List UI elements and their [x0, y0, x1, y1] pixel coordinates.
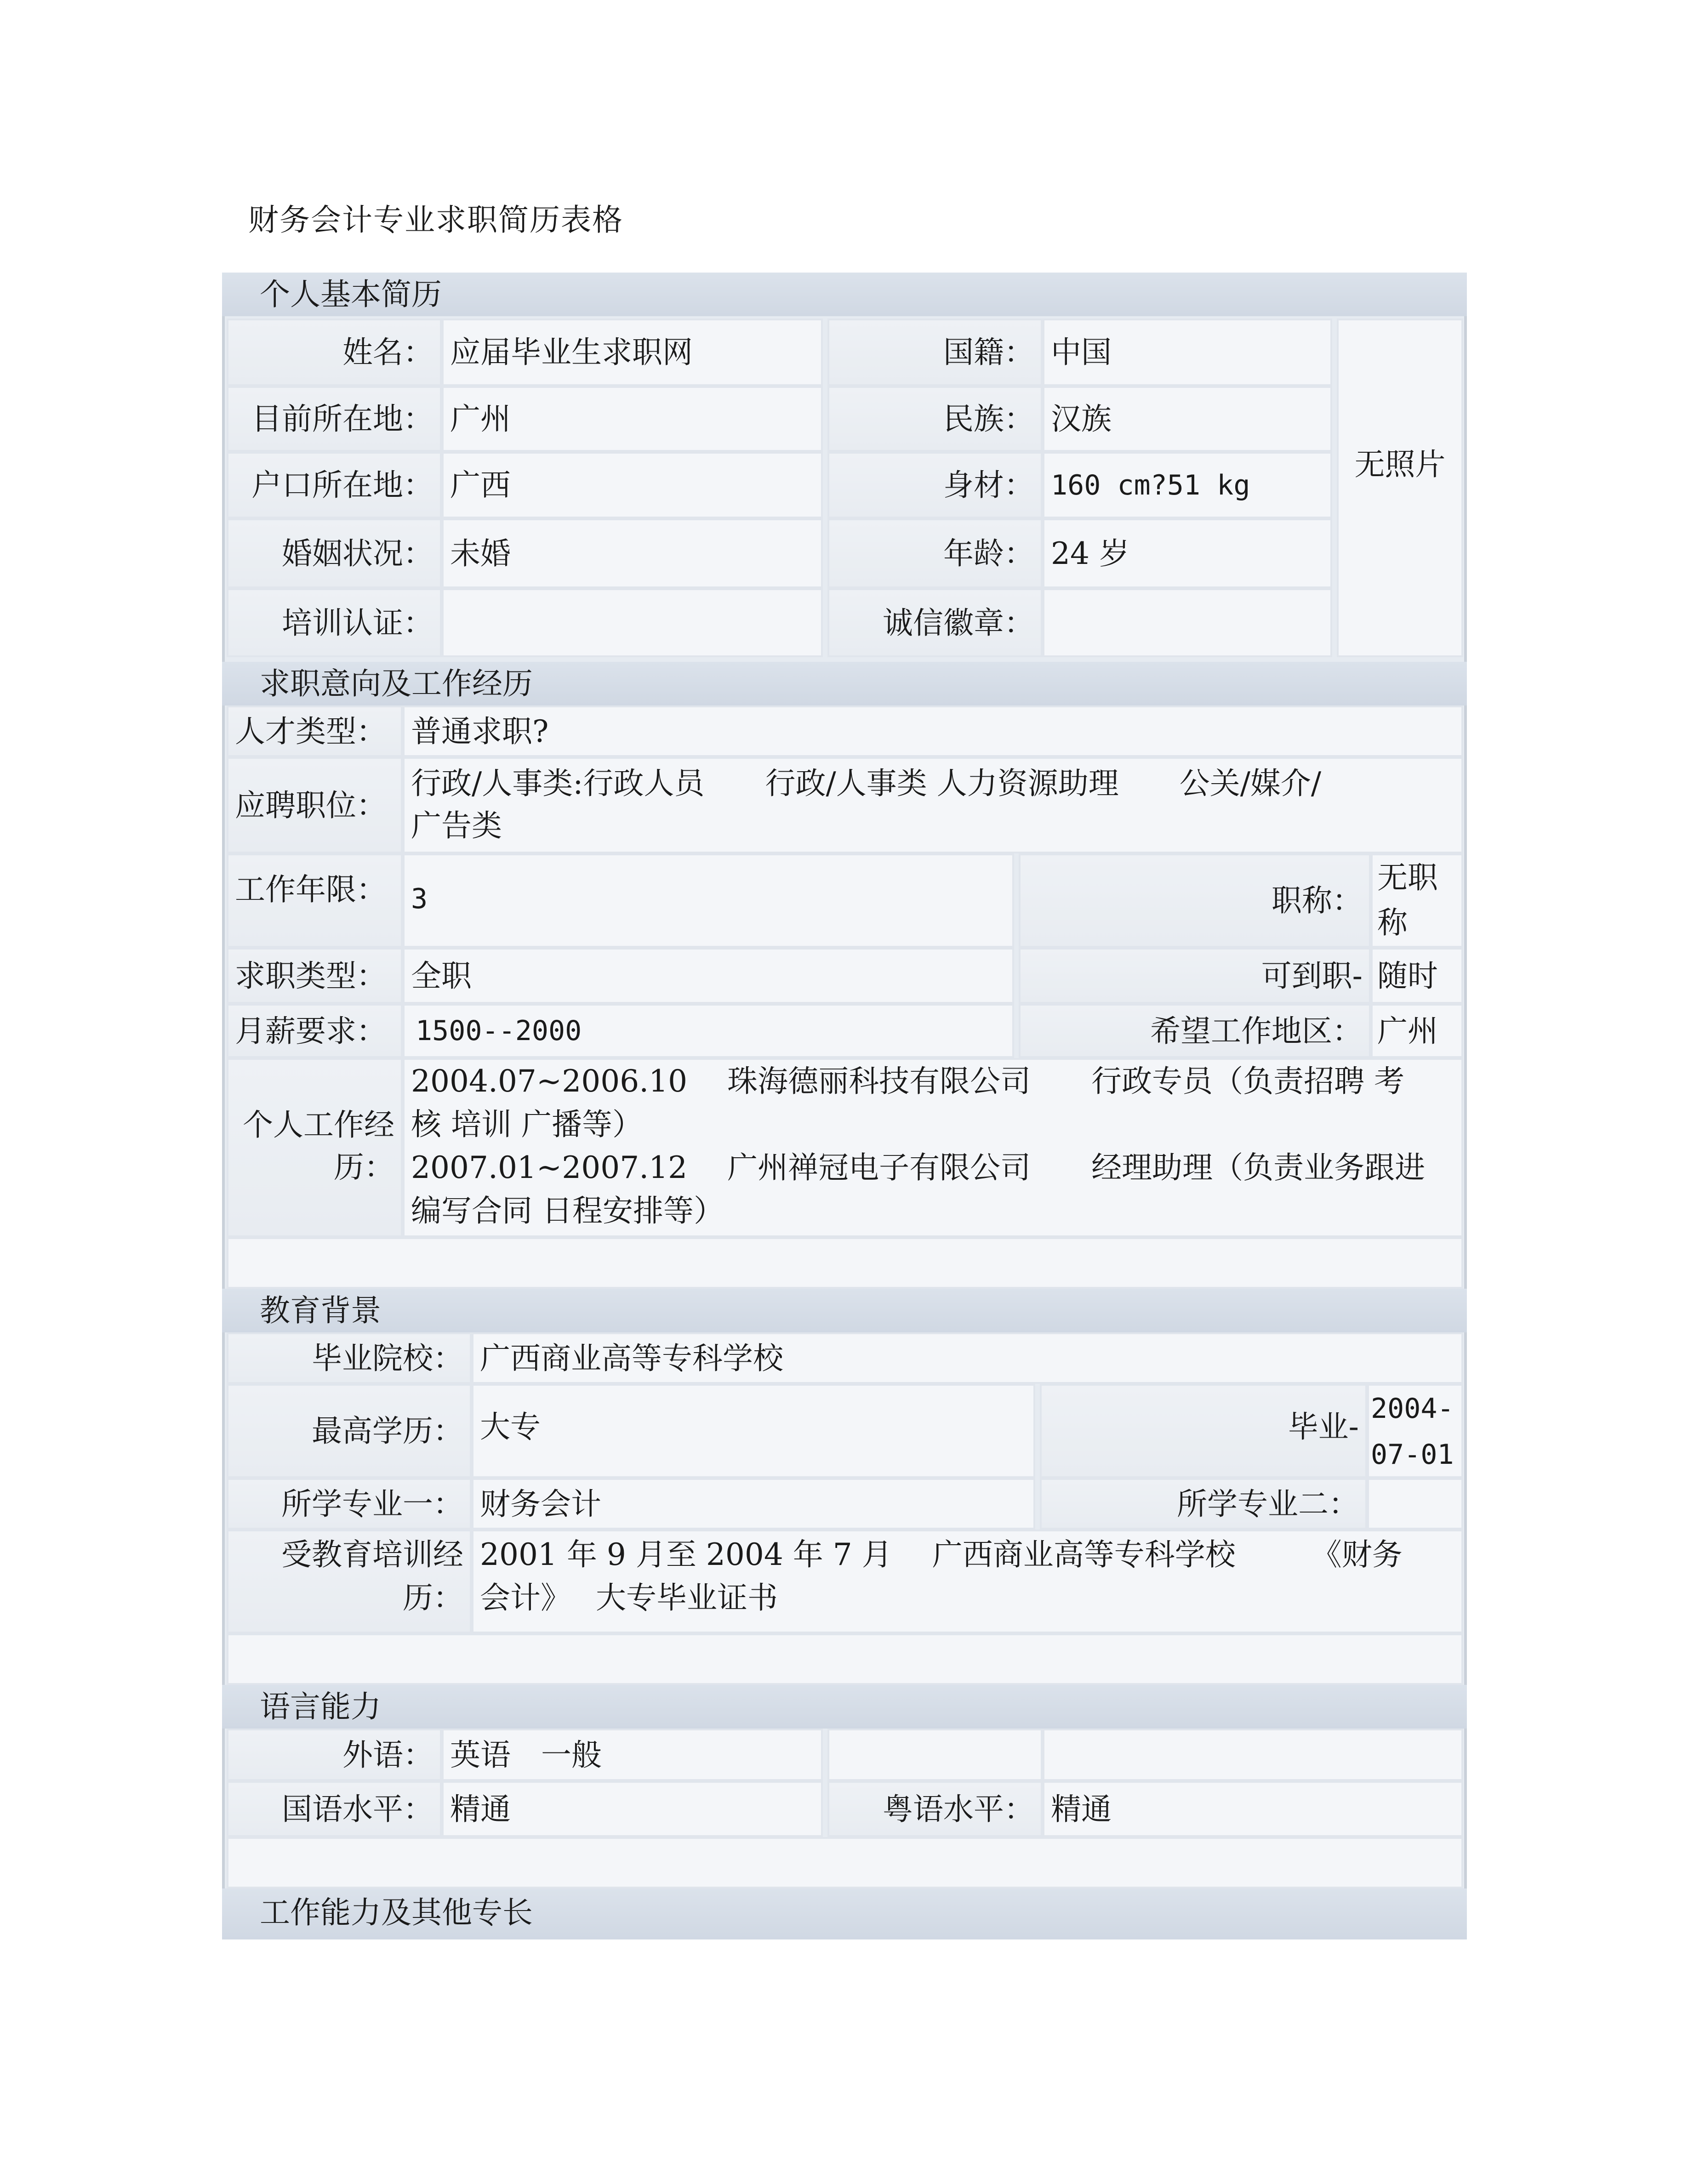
ethnicity-label: 民族：	[827, 386, 1043, 452]
education-training-label-line-2: 历：	[403, 1580, 463, 1615]
nationality-label: 国籍：	[827, 318, 1043, 386]
section-language-header: 语言能力	[222, 1685, 1467, 1729]
section-skills-header: 工作能力及其他专长	[222, 1888, 1467, 1939]
work-experience-label-line-2: 历：	[334, 1149, 394, 1185]
work-experience-label	[227, 1058, 403, 1237]
talent-type-value: 普通求职?	[403, 705, 1463, 757]
section-basic-header: 个人基本简历	[222, 273, 1467, 316]
position-value	[403, 757, 1463, 853]
foreign-language-value: 英语 一般	[442, 1729, 823, 1781]
hukou-value: 广西	[442, 452, 823, 518]
education-training-label	[227, 1530, 472, 1633]
professional-title-value	[1371, 853, 1463, 948]
mandarin-value: 精通	[442, 1781, 823, 1837]
work-experience-label-line-1: 个人工作经	[243, 1107, 394, 1143]
work-experience-line-3: 2007.01~2007.12 广州禅冠电子有限公司 经理助理（负责业务跟进	[411, 1150, 1426, 1185]
cantonese-value: 精通	[1043, 1781, 1463, 1837]
section-education-header: 教育背景	[222, 1289, 1467, 1332]
school-label: 毕业院校：	[227, 1332, 472, 1384]
document-title: 财务会计专业求职简历表格	[248, 202, 623, 238]
job-type-label: 求职类型：	[227, 948, 403, 1004]
work-experience-value	[403, 1058, 1463, 1237]
integrity-badge-label: 诚信徽章：	[827, 588, 1043, 657]
location-value: 广州	[442, 386, 823, 452]
years-value: 3	[403, 853, 1014, 948]
spacer-row-language	[227, 1837, 1463, 1888]
professional-title-label: 职称：	[1019, 853, 1371, 948]
position-label: 应聘职位：	[227, 757, 403, 853]
area-value: 广州	[1371, 1004, 1463, 1058]
major1-value: 财务会计	[472, 1478, 1035, 1530]
work-experience-line-4: 编写合同 日程安排等）	[411, 1193, 724, 1228]
name-label: 姓名：	[227, 318, 442, 386]
work-experience-line-1: 2004.07~2006.10 珠海德丽科技有限公司 行政专员（负责招聘 考	[411, 1064, 1405, 1099]
name-value: 应届毕业生求职网	[442, 318, 823, 386]
major1-label: 所学专业一：	[227, 1478, 472, 1530]
professional-title-line-2: 称	[1377, 905, 1408, 940]
age-value: 24 岁	[1043, 518, 1332, 588]
major2-value	[1367, 1478, 1463, 1530]
marital-value: 未婚	[442, 518, 823, 588]
salary-value: 1500--2000	[403, 1004, 1014, 1058]
integrity-badge-value	[1043, 588, 1332, 657]
body-label: 身材：	[827, 452, 1043, 518]
photo-placeholder: 无照片	[1337, 318, 1463, 657]
education-training-label-line-1: 受教育培训经	[281, 1537, 463, 1572]
graduation-line-1: 2004-	[1371, 1393, 1454, 1425]
talent-type-label: 人才类型：	[227, 705, 403, 757]
school-value: 广西商业高等专科学校	[472, 1332, 1463, 1384]
education-training-value	[472, 1530, 1463, 1633]
job-type-value: 全职	[403, 948, 1014, 1004]
foreign-language-label: 外语：	[227, 1729, 442, 1781]
spacer-row-education	[227, 1633, 1463, 1685]
education-training-line-2: 会计》 大专毕业证书	[480, 1580, 778, 1615]
marital-label: 婚姻状况：	[227, 518, 442, 588]
area-label: 希望工作地区：	[1019, 1004, 1371, 1058]
training-cert-label: 培训认证：	[227, 588, 442, 657]
body-value: 160 cm?51 kg	[1043, 452, 1332, 518]
training-cert-value	[442, 588, 823, 657]
mandarin-label: 国语水平：	[227, 1781, 442, 1837]
available-value: 随时	[1371, 948, 1463, 1004]
graduation-value	[1367, 1384, 1463, 1478]
nationality-value: 中国	[1043, 318, 1332, 386]
age-label: 年龄：	[827, 518, 1043, 588]
education-training-line-1: 2001 年 9 月至 2004 年 7 月 广西商业高等专科学校 《财务	[480, 1537, 1403, 1572]
professional-title-line-1: 无职	[1377, 860, 1438, 895]
years-label: 工作年限：	[227, 853, 403, 948]
hukou-label: 户口所在地：	[227, 452, 442, 518]
position-line-2: 广告类	[411, 808, 502, 843]
major2-label: 所学专业二：	[1040, 1478, 1367, 1530]
cantonese-label: 粤语水平：	[827, 1781, 1043, 1837]
degree-value: 大专	[472, 1384, 1035, 1478]
graduation-line-2: 07-01	[1371, 1439, 1454, 1471]
work-experience-line-2: 核 培训 广播等）	[411, 1107, 643, 1142]
location-label: 目前所在地：	[227, 386, 442, 452]
language-empty-value	[1043, 1729, 1463, 1781]
position-line-1: 行政/人事类:行政人员 行政/人事类 人力资源助理 公关/媒介/	[411, 766, 1322, 801]
ethnicity-value: 汉族	[1043, 386, 1332, 452]
spacer-row-intent	[227, 1237, 1463, 1289]
section-intent-header: 求职意向及工作经历	[222, 662, 1467, 705]
graduation-label: 毕业-	[1040, 1384, 1367, 1478]
language-empty-label	[827, 1729, 1043, 1781]
available-label: 可到职-	[1019, 948, 1371, 1004]
degree-label: 最高学历：	[227, 1384, 472, 1478]
salary-label: 月薪要求：	[227, 1004, 403, 1058]
